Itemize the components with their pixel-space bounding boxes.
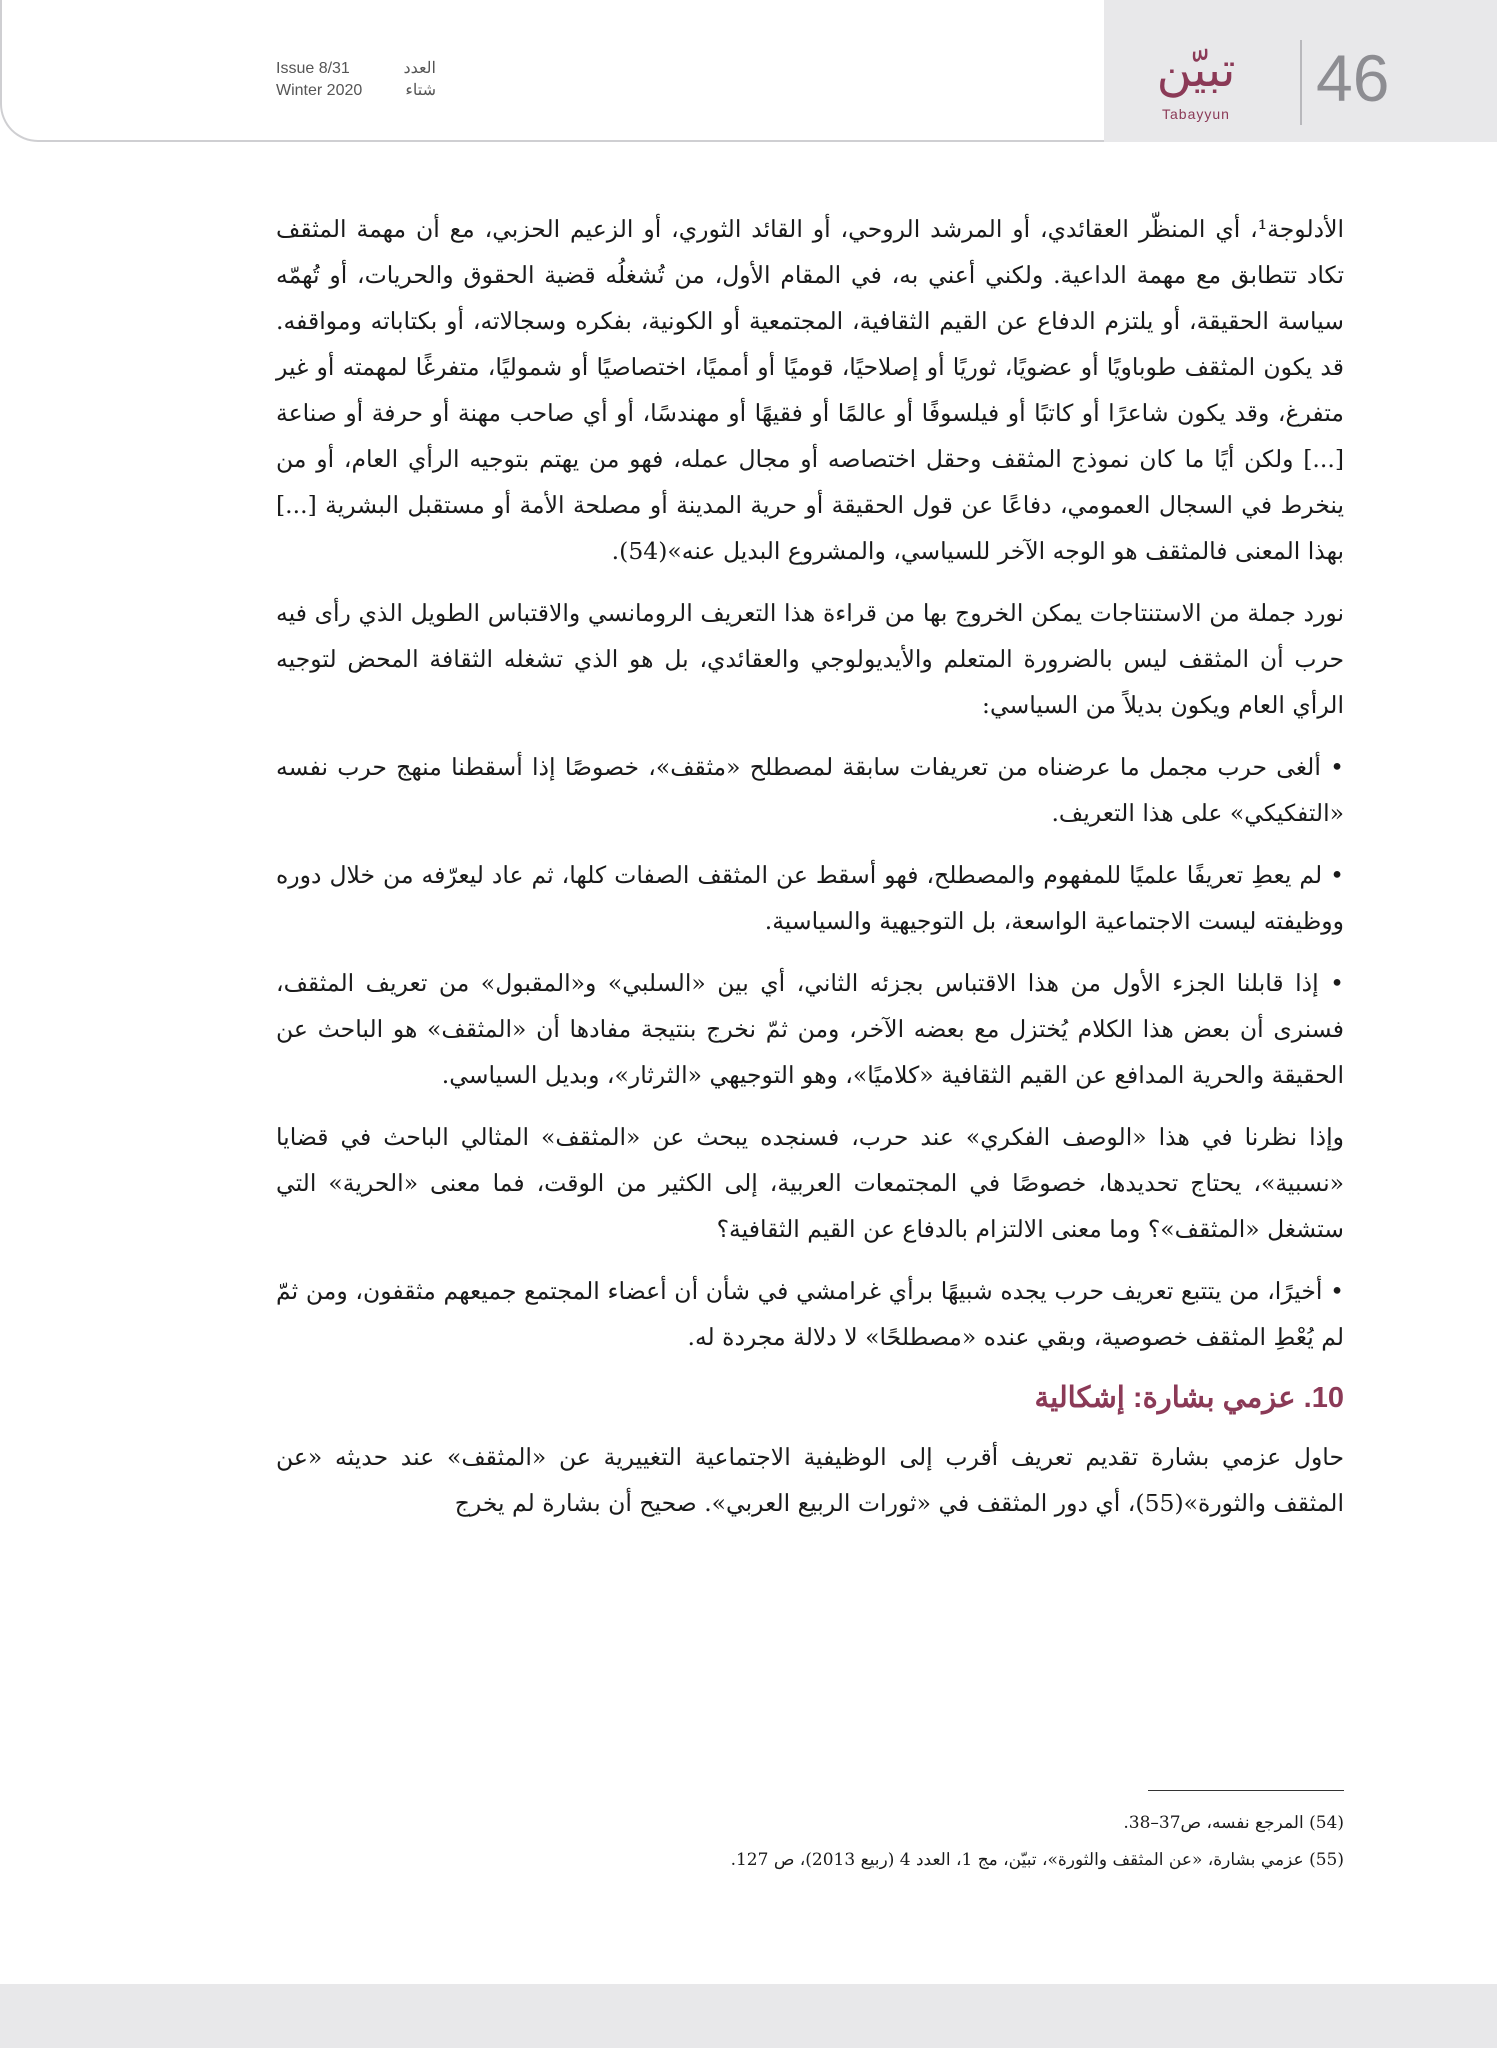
paragraph: الأدلوجة¹، أي المنظّر العقائدي، أو المرشد الروحي، أو القائد الثوري، أو الزعيم الحزبي، مع أن مهمة المثقف تكاد تتطابق مع مهمة الداعية. ولكني أعني به، في المقام الأول، من تُشغلُه قضية الحقوق والحريات، أو تُهمّه سياسة الحقيقة، أو يلتزم الدفاع عن القيم الثقافية، المجتمعية أو الكونية، بفكره وسجالاته، أو بكتاباته ومواقفه. قد يكون المثقف طوباويًا أو عضويًا، ثوريًا أو إصلاحيًا، قوميًا أو أمميًا، اختصاصيًا أو شموليًا، متفرغًا لمهمته أو غير متفرغ، وقد يكون شاعرًا أو كاتبًا أو فيلسوفًا أو عالمًا أو فقيهًا أو مهندسًا، أو أي صاحب مهنة أو حرفة أو صناعة [...] ولكن أيًا ما كان نموذج المثقف وحقل اختصاصه أو مجال عمله، فهو من يهتم بتوجيه الرأي العام، أو من ينخرط في السجال العمومي، دفاعًا عن قول الحقيقة أو حرية المدينة أو مصلحة الأمة أو مستقبل البشرية [...] بهذا المعنى فالمثقف هو الوجه الآخر للسياسي، والمشروع البديل عنه»(54). — [276, 215, 1345, 565]
logo-arabic: تبيّن — [1156, 42, 1236, 98]
season-en: Winter 2020 — [276, 82, 363, 99]
footnote: (54) المرجع نفسه، ص37–38. — [1123, 1813, 1344, 1833]
bullet-paragraph: • أخيرًا، من يتتبع تعريف حرب يجده شبيهًا برأي غرامشي في شأن أن أعضاء المجتمع جميعهم مثقفون، ومن ثمّ لم يُعْطِ المثقف خصوصية، وبقي عنده «مصطلحًا» لا دلالة مجردة له. — [276, 1277, 1344, 1351]
section-heading: 10. عزمي بشارة: إشكالية — [1034, 1382, 1344, 1414]
paragraph: حاول عزمي بشارة تقديم تعريف أقرب إلى الوظيفية الاجتماعية التغييرية عن «المثقف» عند حديثه «عن المثقف والثورة»(55)، أي دور المثقف في «ثورات الربيع العربي». صحيح أن بشارة لم يخرج — [276, 1443, 1344, 1517]
header-divider — [1300, 40, 1302, 125]
page-header — [0, 0, 1497, 142]
footnote-divider — [1148, 1790, 1344, 1791]
article-body — [276, 206, 1344, 1542]
footer-band — [0, 1984, 1497, 2048]
issue-label-en: Issue 8/31 — [276, 60, 350, 77]
paragraph: نورد جملة من الاستنتاجات يمكن الخروج بها من قراءة هذا التعريف الرومانسي والاقتباس الطويل الذي رأى فيه حرب أن المثقف ليس بالضرورة المتعلم والأيديولوجي والعقائدي، بل هو الذي تشغله الثقافة المحض لتوجيه الرأي العام ويكون بديلاً من السياسي: — [276, 599, 1344, 719]
issue-label-ar: العدد — [403, 60, 436, 77]
page-number: 46 — [1316, 41, 1390, 115]
footnotes — [276, 1805, 1344, 1879]
footnote: (55) عزمي بشارة، «عن المثقف والثورة»، تبيّن، مج 1، العدد 4 (ربيع 2013)، ص 127. — [730, 1850, 1344, 1870]
season-ar: شتاء — [405, 82, 436, 99]
bullet-paragraph: • ألغى حرب مجمل ما عرضناه من تعريفات سابقة لمصطلح «مثقف»، خصوصًا إذا أسقطنا منهج حرب نفسه «التفكيكي» على هذا التعريف. — [276, 753, 1344, 827]
header-left-panel — [0, 0, 1104, 142]
journal-logo — [1126, 40, 1266, 130]
bullet-paragraph: • لم يعطِ تعريفًا علميًا للمفهوم والمصطلح، فهو أسقط عن المثقف الصفات كلها، ثم عاد ليعرّفه من خلال دوره ووظيفته ليست الاجتماعية الواسعة، بل التوجيهية والسياسية. — [276, 861, 1344, 935]
bullet-paragraph: • إذا قابلنا الجزء الأول من هذا الاقتباس بجزئه الثاني، أي بين «السلبي» و«المقبول» من تعريف المثقف، فسنرى أن بعض هذا الكلام يُختزل مع بعضه الآخر، ومن ثمّ نخرج بنتيجة مفادها أن «المثقف» هو الباحث عن الحقيقة والحرية المدافع عن القيم الثقافية «كلاميًا»، وهو التوجيهي «الثرثار»، وبديل السياسي. — [276, 969, 1344, 1089]
issue-info — [276, 58, 436, 102]
logo-latin: Tabayyun — [1162, 106, 1230, 122]
paragraph: وإذا نظرنا في هذا «الوصف الفكري» عند حرب، فسنجده يبحث عن «المثقف» المثالي الباحث في قضايا «نسبية»، يحتاج تحديدها، خصوصًا في المجتمعات العربية، إلى الكثير من الوقت، فما معنى «الحرية» التي ستشغل «المثقف»؟ وما معنى الالتزام بالدفاع عن القيم الثقافية؟ — [276, 1123, 1344, 1243]
